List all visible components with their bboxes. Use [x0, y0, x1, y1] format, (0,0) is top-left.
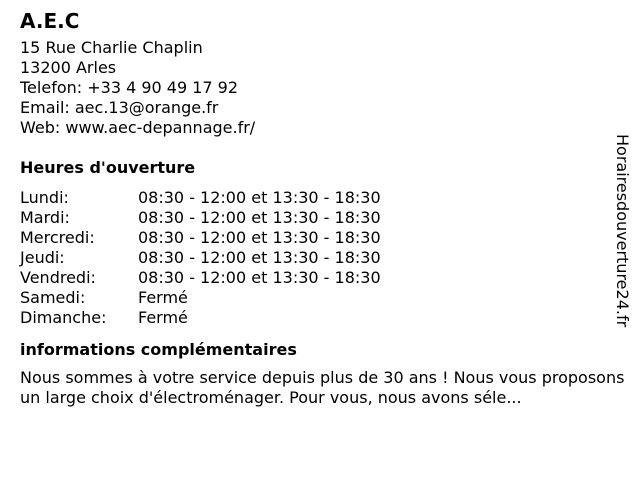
day-label: Dimanche:: [20, 308, 107, 327]
postal-city: 13200 Arles: [20, 58, 117, 77]
day-label: Samedi:: [20, 288, 86, 307]
day-hours: Fermé: [138, 308, 188, 327]
address-block: [20, 38, 620, 138]
day-label: Mardi:: [20, 208, 70, 227]
hours-row-friday: [20, 268, 620, 288]
day-hours: 08:30 - 12:00 et 13:30 - 18:30: [138, 208, 381, 227]
day-label: Vendredi:: [20, 268, 96, 287]
day-label: Jeudi:: [20, 248, 65, 267]
info-heading: informations complémentaires: [20, 340, 297, 359]
hours-row-tuesday: [20, 208, 620, 228]
hours-row-wednesday: [20, 228, 620, 248]
business-name: A.E.C: [20, 9, 80, 33]
day-label: Lundi:: [20, 188, 69, 207]
email-line: Email: aec.13@orange.fr: [20, 98, 219, 117]
day-hours: Fermé: [138, 288, 188, 307]
side-brand-watermark: Horairesdouverture24.fr: [613, 134, 632, 328]
hours-row-saturday: [20, 288, 620, 308]
day-hours: 08:30 - 12:00 et 13:30 - 18:30: [138, 188, 381, 207]
info-text: Nous sommes à votre service depuis plus de 30 ans ! Nous vous proposons un large choix d'électroménager. Pour vous, nous avons séle...: [20, 368, 625, 407]
day-hours: 08:30 - 12:00 et 13:30 - 18:30: [138, 228, 381, 247]
hours-row-monday: [20, 188, 620, 208]
web-line: Web: www.aec-depannage.fr/: [20, 118, 256, 137]
hours-row-sunday: [20, 308, 620, 328]
phone-line: Telefon: +33 4 90 49 17 92: [20, 78, 239, 97]
day-label: Mercredi:: [20, 228, 95, 247]
hours-table: [20, 188, 620, 328]
day-hours: 08:30 - 12:00 et 13:30 - 18:30: [138, 268, 381, 287]
day-hours: 08:30 - 12:00 et 13:30 - 18:30: [138, 248, 381, 267]
hours-row-thursday: [20, 248, 620, 268]
hours-heading: Heures d'ouverture: [20, 158, 196, 177]
street-address: 15 Rue Charlie Chaplin: [20, 38, 203, 57]
